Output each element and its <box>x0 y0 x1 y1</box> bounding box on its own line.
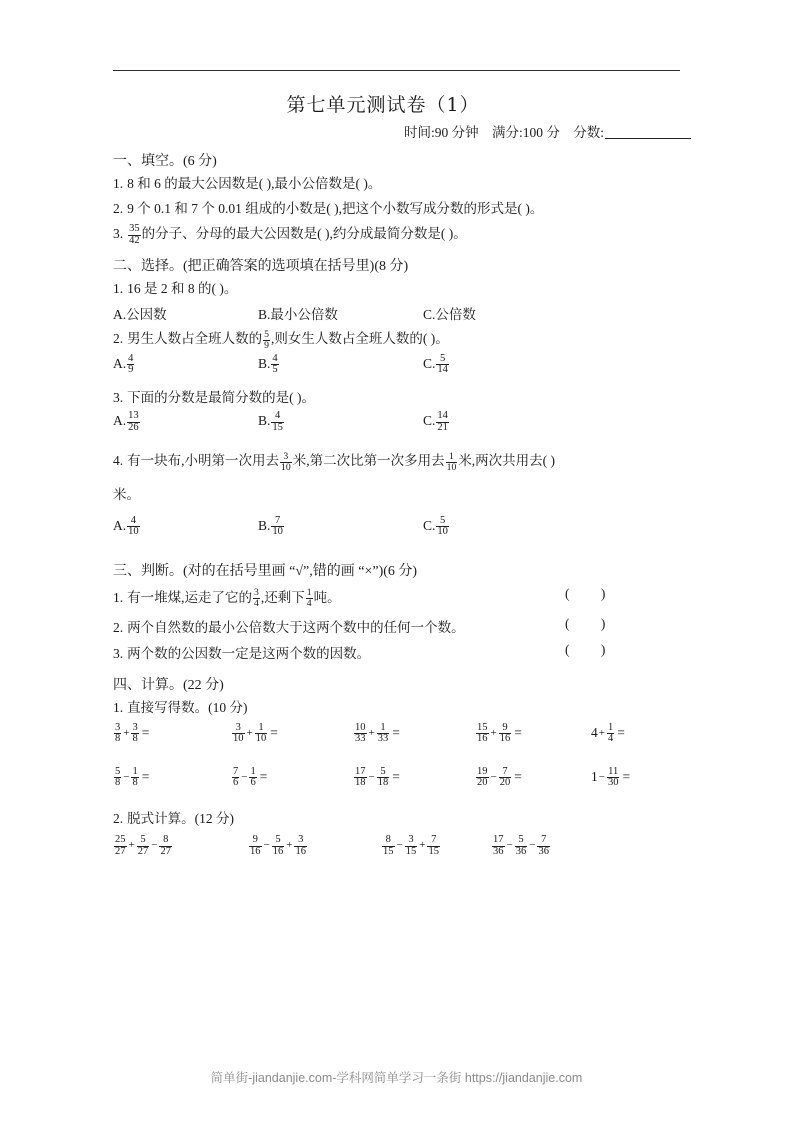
calc-item <box>353 767 400 789</box>
fraction-numerator: 9 <box>249 835 262 847</box>
fraction-operand-a <box>476 767 489 789</box>
question-number: 3. <box>113 389 124 405</box>
choice-question-4-continued <box>113 485 693 506</box>
fraction-denominator: 16 <box>477 733 488 745</box>
fraction-denominator: 9 <box>264 339 269 351</box>
fraction-operand-a <box>114 723 121 745</box>
question-text-c: 吨。 <box>313 589 341 605</box>
option-a[interactable] <box>113 303 167 323</box>
option-a[interactable] <box>113 354 135 376</box>
fraction-operand-a <box>492 835 505 857</box>
fraction-numerator: 1 <box>446 452 458 463</box>
fraction-denominator: 4 <box>607 733 614 745</box>
option-tag: B. <box>258 517 271 533</box>
fraction-denominator: 10 <box>233 733 244 745</box>
fraction-numerator: 7 <box>499 767 512 779</box>
fraction-numerator: 14 <box>437 410 448 422</box>
fraction-numerator: 8 <box>382 835 395 847</box>
fraction-denominator: 10 <box>272 526 283 538</box>
fraction-operand-a <box>354 767 367 789</box>
operator: + <box>368 726 375 739</box>
fraction-denominator: 18 <box>355 777 366 789</box>
question-text-before: 男生人数占全班人数的 <box>127 331 263 347</box>
operator: + <box>246 726 253 739</box>
operator: + <box>598 726 605 739</box>
fraction-operand-a <box>354 723 367 745</box>
equals-sign: = <box>514 724 522 740</box>
section-heading-choice: 二、选择。(把正确答案的选项填在括号里)(8 分) <box>113 259 409 275</box>
fraction-numerator: 5 <box>515 835 528 847</box>
fraction-denominator: 8 <box>132 777 138 789</box>
equals-sign: = <box>392 768 400 784</box>
fraction-operand-a <box>382 835 395 857</box>
fraction-numerator: 3 <box>115 721 121 733</box>
option-tag: C. <box>423 355 436 371</box>
question-number: 2. <box>113 331 124 347</box>
fraction-numerator: 1 <box>255 723 268 735</box>
fraction-denominator: 20 <box>477 777 488 789</box>
calc-row-1 <box>113 723 693 757</box>
fraction-numerator: 3 <box>280 452 292 463</box>
fraction-numerator: 35 <box>129 222 140 234</box>
option-fraction <box>271 411 284 433</box>
fraction-denominator: 30 <box>607 777 619 789</box>
fraction-numerator: 5 <box>436 516 449 528</box>
fraction-numerator: 5 <box>115 765 121 777</box>
fraction-denominator: 4 <box>254 597 259 609</box>
operator: − <box>241 770 248 783</box>
fraction-numerator: 19 <box>477 765 488 777</box>
operator-1: − <box>396 839 403 852</box>
calc-item <box>591 767 630 789</box>
choice-question-2 <box>113 329 693 350</box>
question-number: 1. <box>113 589 124 605</box>
fill-question-2 <box>113 199 693 220</box>
answer-bracket[interactable]: ( ) <box>565 615 620 631</box>
fraction-denominator: 27 <box>137 846 149 858</box>
fraction-numerator: 1 <box>306 587 312 599</box>
fraction-denominator: 36 <box>515 846 527 858</box>
section-heading-fill: 一、填空。(6 分) <box>113 154 217 169</box>
fraction-numerator: 1 <box>132 765 138 777</box>
fraction-operand-b <box>131 767 138 789</box>
fraction-numerator: 5 <box>137 835 150 847</box>
equals-sign: = <box>141 724 150 740</box>
fraction-denominator: 10 <box>255 733 267 745</box>
judge-question-1 <box>113 586 693 610</box>
choice-question-1 <box>113 279 693 300</box>
option-label: 公因数 <box>126 307 167 323</box>
fraction-numerator: 4 <box>271 411 284 423</box>
fraction-operand-b <box>405 835 418 857</box>
fraction-denominator: 10 <box>128 526 139 538</box>
option-c[interactable] <box>423 354 450 376</box>
option-a[interactable] <box>113 516 141 538</box>
fraction-numerator: 1 <box>250 765 256 777</box>
option-fraction <box>271 516 284 538</box>
fraction-numerator: 5 <box>377 767 390 779</box>
fraction-numerator: 11 <box>608 765 619 777</box>
fraction-operand-b <box>499 767 512 789</box>
fraction-operand-b <box>607 767 620 789</box>
whole-number: 4 <box>591 724 598 740</box>
question-text: 两个自然数的最小公倍数大于这两个数中的任何一个数。 <box>127 619 465 635</box>
fill-question-1 <box>113 174 693 195</box>
option-b[interactable] <box>258 354 280 376</box>
question-text-d: 米。 <box>113 486 140 502</box>
calc-item <box>475 767 522 789</box>
section-heading-judge: 三、判断。(对的在括号里画 “√”,错的画 “×”)(6 分) <box>113 563 418 579</box>
choice-question-1-options <box>113 303 693 325</box>
operator-2: + <box>419 839 426 852</box>
question-text-b: ,还剩下 <box>260 589 305 605</box>
fraction-numerator: 10 <box>355 721 366 733</box>
fraction-numerator: 1 <box>377 723 390 735</box>
fraction-numerator: 5 <box>264 328 269 340</box>
calc-item <box>381 835 441 857</box>
fraction-numerator: 7 <box>537 835 550 847</box>
question-text: 8 和 6 的最大公因数是( ),最小公倍数是( )。 <box>127 176 382 191</box>
fraction-3-4 <box>253 588 260 609</box>
question-number: 4. <box>113 453 124 469</box>
sub-heading-text: 脱式计算。(12 分) <box>127 810 234 826</box>
equals-sign: = <box>622 768 631 784</box>
operator: − <box>598 770 605 783</box>
fraction-operand-b <box>499 723 512 745</box>
whole-number: 1 <box>591 768 598 784</box>
calc-item <box>491 835 551 857</box>
question-body <box>113 642 370 662</box>
operator: + <box>123 726 130 739</box>
question-body <box>113 586 341 609</box>
option-fraction <box>271 354 278 376</box>
option-c[interactable] <box>423 411 450 433</box>
fraction-denominator: 5 <box>272 364 278 376</box>
fraction-numerator: 7 <box>233 765 239 777</box>
equals-sign: = <box>141 768 150 784</box>
fraction-numerator: 4 <box>127 516 140 528</box>
fraction-operand-c <box>294 835 307 857</box>
option-label: 公倍数 <box>435 307 476 323</box>
calc-row-2 <box>113 767 693 801</box>
fraction-denominator: 18 <box>377 777 389 789</box>
fraction-35-42 <box>128 224 141 246</box>
fraction-denominator: 21 <box>437 422 448 434</box>
judge-question-3 <box>113 642 693 662</box>
question-text: 16 是 2 和 8 的( )。 <box>127 281 238 297</box>
fraction-operand-b <box>255 723 268 745</box>
calc-item <box>231 767 267 789</box>
equals-sign: = <box>514 768 522 784</box>
fraction-operand-a <box>114 835 127 857</box>
page-title: 第七单元测试卷（1） <box>286 94 480 116</box>
option-b[interactable] <box>258 411 285 433</box>
calc-item <box>231 723 278 745</box>
option-tag: C. <box>423 517 436 533</box>
fraction-denominator: 15 <box>405 846 417 858</box>
fraction-operand-c <box>159 835 172 857</box>
fraction-denominator: 10 <box>446 461 457 473</box>
fraction-numerator: 1 <box>607 721 614 733</box>
fraction-operand-a <box>476 723 489 745</box>
fraction-denominator: 27 <box>160 846 171 858</box>
fraction-operand-b <box>272 835 285 857</box>
option-b[interactable] <box>258 303 338 323</box>
fraction-denominator: 16 <box>295 846 306 858</box>
fraction-denominator: 16 <box>250 846 261 858</box>
option-fraction <box>127 411 140 433</box>
fraction-numerator: 17 <box>355 765 366 777</box>
fraction-denominator: 10 <box>437 526 448 538</box>
fraction-5-9 <box>263 330 270 351</box>
question-number: 1. <box>113 176 124 191</box>
question-number: 2. <box>113 200 124 216</box>
fraction-operand-c <box>427 835 440 857</box>
fraction-denominator: 6 <box>250 777 256 789</box>
fraction-denominator: 36 <box>538 846 549 858</box>
question-text-c: 米,两次共用去( ) <box>458 453 556 469</box>
fraction-numerator: 3 <box>232 723 245 735</box>
choice-question-3-options <box>113 411 693 441</box>
calc-item <box>591 723 625 745</box>
option-fraction <box>436 354 449 376</box>
choice-question-4-options <box>113 516 693 546</box>
fraction-operand-b <box>515 835 528 857</box>
fraction-operand-b <box>607 723 614 745</box>
time-label: 时间:90 分钟 <box>403 125 479 140</box>
operator: − <box>123 770 130 783</box>
option-fraction <box>436 411 449 433</box>
question-number: 3. <box>113 225 124 241</box>
fraction-operand-b <box>249 767 256 789</box>
calc-row-3 <box>113 835 693 875</box>
calc-item <box>113 723 149 745</box>
fraction-denominator: 10 <box>281 461 291 473</box>
question-text: 9 个 0.1 和 7 个 0.01 组成的小数是( ),把这个小数写成分数的形式是( )。 <box>127 200 544 216</box>
full-score-label: 满分:100 分 <box>491 125 560 140</box>
score-input-blank[interactable] <box>605 138 691 139</box>
fraction-3-10 <box>280 452 292 473</box>
fraction-1-4 <box>306 588 313 609</box>
fraction-denominator: 16 <box>499 733 511 745</box>
fraction-numerator: 15 <box>477 721 488 733</box>
fraction-operand-a <box>249 835 262 857</box>
operator: + <box>490 726 497 739</box>
question-number: 2. <box>113 810 124 826</box>
fill-question-3 <box>113 224 693 246</box>
fraction-denominator: 8 <box>132 733 138 745</box>
choice-question-4 <box>113 451 693 472</box>
fraction-denominator: 27 <box>115 846 126 858</box>
question-text: 下面的分数是最简分数的是( )。 <box>127 389 315 405</box>
question-text-b: 米,第二次比第一次多用去 <box>292 453 445 469</box>
equals-sign: = <box>259 768 268 784</box>
fraction-operand-a <box>232 723 245 745</box>
fraction-denominator: 16 <box>272 846 284 858</box>
fraction-denominator: 8 <box>115 777 121 789</box>
fraction-numerator: 3 <box>405 835 418 847</box>
calc-item <box>475 723 522 745</box>
equals-sign: = <box>617 724 625 740</box>
calc-sub-heading-2 <box>113 809 693 830</box>
option-a[interactable] <box>113 411 141 433</box>
option-tag: B. <box>258 413 271 429</box>
exam-meta <box>113 121 693 141</box>
option-tag: A. <box>113 355 127 371</box>
question-text-after: ,则女生人数占全班人数的( )。 <box>270 331 449 347</box>
operator-1: + <box>128 839 135 852</box>
fraction-denominator: 26 <box>128 422 139 434</box>
fraction-denominator: 20 <box>499 777 511 789</box>
option-fraction <box>127 516 140 538</box>
calc-item <box>353 723 400 745</box>
fraction-denominator: 15 <box>383 846 394 858</box>
fraction-denominator: 4 <box>306 597 312 609</box>
fraction-numerator: 8 <box>159 835 172 847</box>
operator-1: − <box>263 839 270 852</box>
fraction-numerator: 4 <box>128 352 134 364</box>
question-body <box>113 616 465 636</box>
fraction-numerator: 3 <box>254 587 259 599</box>
option-c[interactable] <box>423 516 450 538</box>
operator-1: − <box>506 839 513 852</box>
question-text: 两个数的公因数一定是这两个数的因数。 <box>127 645 371 661</box>
fraction-numerator: 3 <box>294 835 307 847</box>
option-tag: A. <box>113 307 127 323</box>
fraction-denominator: 8 <box>115 733 121 745</box>
section-heading-calc: 四、计算。(22 分) <box>113 677 224 693</box>
fraction-operand-a <box>114 767 121 789</box>
operator: − <box>490 770 497 783</box>
calc-sub-heading-1 <box>113 698 693 719</box>
sub-heading-text: 直接写得数。(10 分) <box>127 699 248 715</box>
choice-question-2-options <box>113 354 693 384</box>
fraction-operand-b <box>131 723 138 745</box>
fraction-denominator: 36 <box>493 846 504 858</box>
page-content <box>113 90 693 875</box>
score-label: 分数: <box>573 125 604 140</box>
judge-question-2 <box>113 616 693 636</box>
option-b[interactable] <box>258 516 285 538</box>
option-c[interactable] <box>423 303 476 323</box>
question-number: 1. <box>113 281 124 297</box>
fraction-numerator: 5 <box>272 835 285 847</box>
fraction-operand-b <box>377 767 390 789</box>
fraction-numerator: 13 <box>128 410 139 422</box>
option-tag: B. <box>258 355 271 371</box>
fraction-numerator: 7 <box>427 835 440 847</box>
option-tag: A. <box>113 413 127 429</box>
fraction-denominator: 6 <box>233 777 239 789</box>
fraction-numerator: 4 <box>272 352 278 364</box>
fraction-denominator: 15 <box>272 422 283 434</box>
calc-item <box>248 835 308 857</box>
question-text-a: 有一堆煤,运走了它的 <box>127 589 252 605</box>
operator-2: + <box>286 839 293 852</box>
option-tag: C. <box>423 307 436 323</box>
fraction-denominator: 42 <box>129 234 140 246</box>
equals-sign: = <box>392 724 400 740</box>
fraction-denominator: 14 <box>437 364 448 376</box>
option-label: 最小公倍数 <box>270 307 338 323</box>
question-number: 2. <box>113 619 124 635</box>
calc-item <box>113 835 173 857</box>
header-rule <box>113 70 680 71</box>
fraction-1-10 <box>446 452 458 473</box>
question-number: 1. <box>113 699 124 715</box>
fraction-numerator: 25 <box>115 834 126 846</box>
fraction-operand-c <box>537 835 550 857</box>
fraction-denominator: 15 <box>428 846 439 858</box>
fraction-numerator: 7 <box>271 516 284 528</box>
fraction-denominator: 33 <box>377 733 389 745</box>
option-fraction <box>127 354 134 376</box>
fraction-numerator: 9 <box>499 723 512 735</box>
fraction-denominator: 9 <box>128 364 134 376</box>
question-text: 的分子、分母的最大公因数是( ),约分成最简分数是( )。 <box>141 225 467 241</box>
calc-item <box>113 767 149 789</box>
fraction-operand-a <box>232 767 239 789</box>
question-number: 3. <box>113 645 124 661</box>
fraction-numerator: 5 <box>436 354 449 366</box>
fraction-numerator: 17 <box>493 834 504 846</box>
operator: − <box>368 770 375 783</box>
fraction-denominator: 33 <box>355 733 366 745</box>
option-fraction <box>436 516 449 538</box>
choice-question-3 <box>113 388 693 409</box>
operator-2: − <box>151 839 158 852</box>
option-tag: B. <box>258 307 271 323</box>
footer-watermark: 简单街-jiandanjie.com-学科网简单学习一条街 https://jiandanjie.com <box>210 1071 583 1085</box>
question-text-a: 有一块布,小明第一次用去 <box>127 453 279 469</box>
fraction-operand-b <box>377 723 390 745</box>
option-tag: C. <box>423 413 436 429</box>
equals-sign: = <box>270 724 278 740</box>
fraction-numerator: 3 <box>132 721 138 733</box>
answer-bracket[interactable]: ( ) <box>565 585 620 601</box>
answer-bracket[interactable]: ( ) <box>565 641 620 657</box>
operator-2: − <box>529 839 536 852</box>
fraction-operand-b <box>137 835 150 857</box>
option-tag: A. <box>113 517 127 533</box>
